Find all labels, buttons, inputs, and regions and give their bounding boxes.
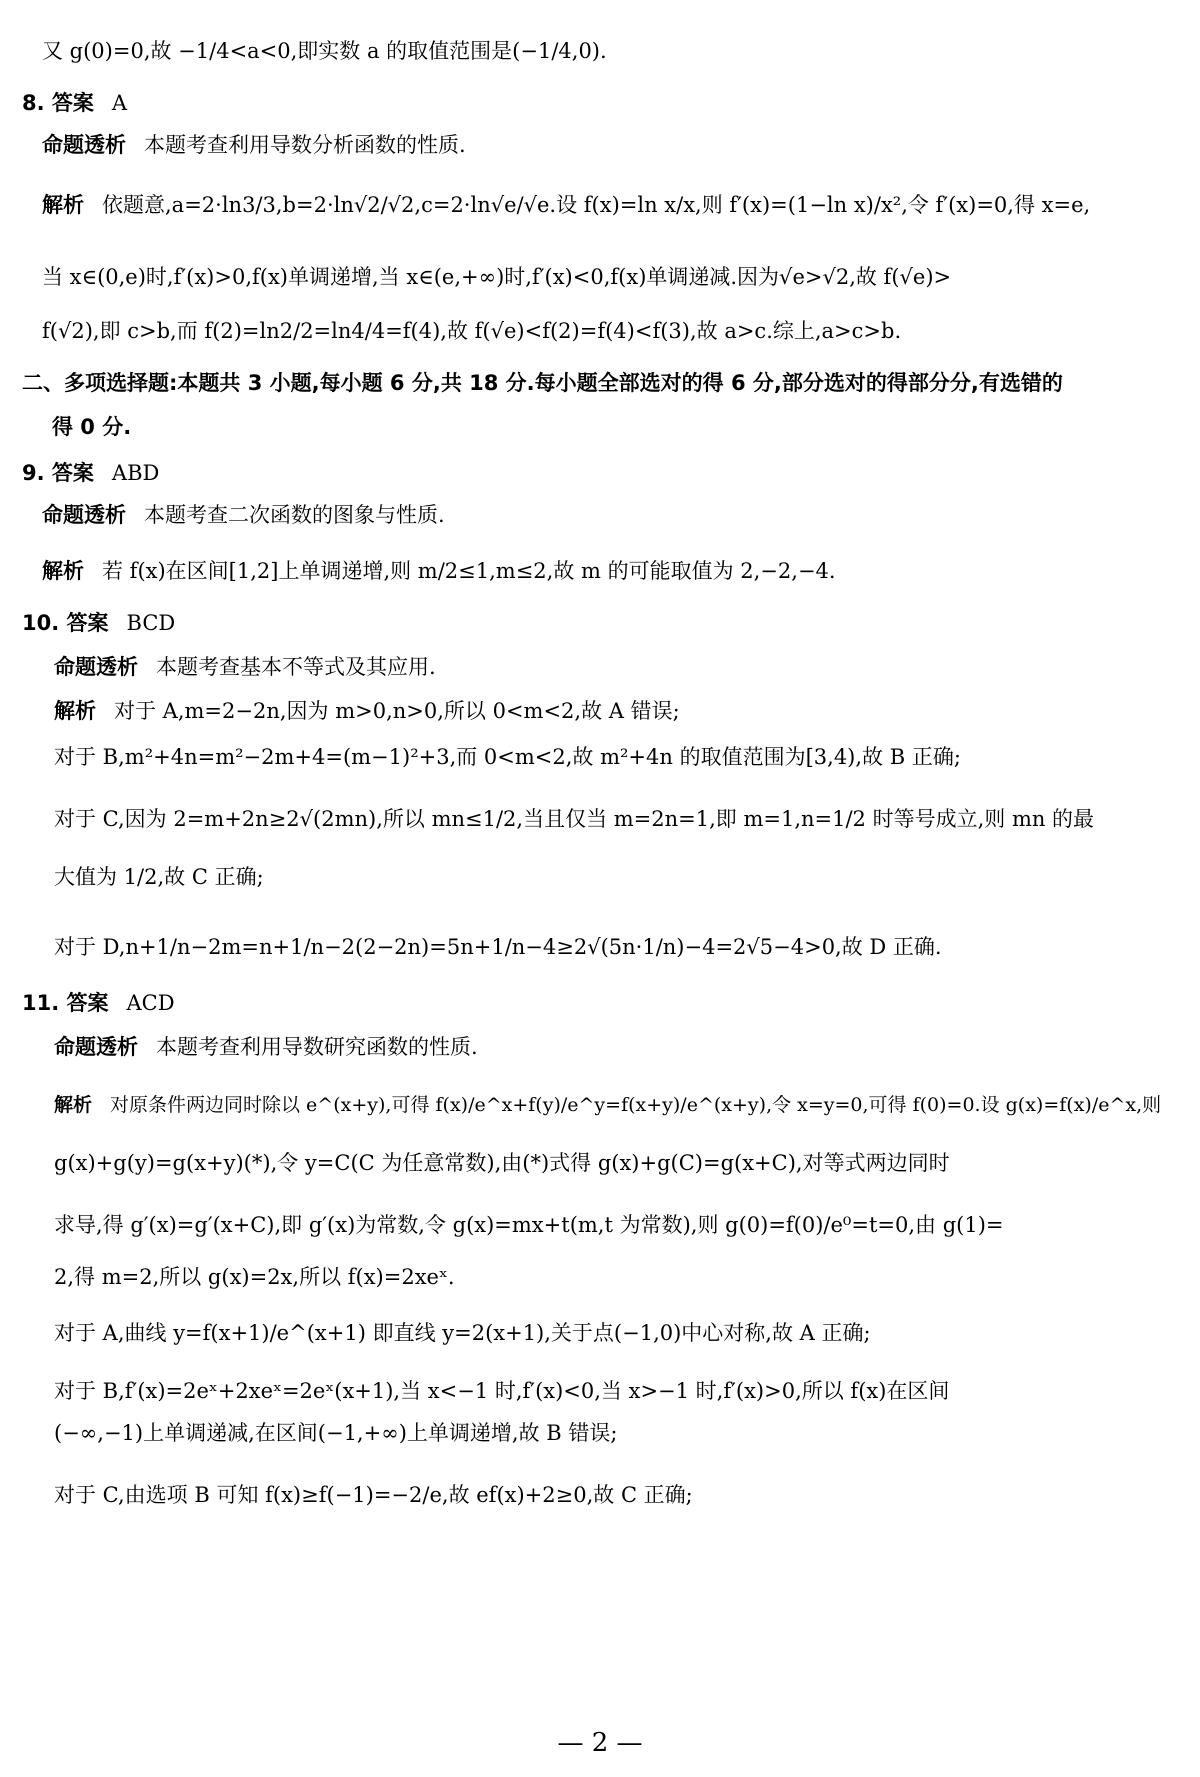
section-2-heading: 二、多项选择题:本题共 3 小题,每小题 6 分,共 18 分.每小题全部选对的得 6 分,部分选对的得部分分,有选错的	[22, 371, 1063, 395]
q10-solution-c-cont: 大值为 1/2,故 C 正确;	[54, 865, 264, 889]
q8-solution-2: 当 x∈(0,e)时,f′(x)>0,f(x)单调递增,当 x∈(e,+∞)时,f′(x)<0,f(x)单调递减.因为√e>√2,故 f(√e)>	[42, 265, 952, 289]
q11-solution-a: 对于 A,曲线 y=f(x+1)/e^(x+1) 即直线 y=2(x+1),关于点(−1,0)中心对称,故 A 正确;	[54, 1321, 871, 1345]
q11-solution-b: 对于 B,f′(x)=2eˣ+2xeˣ=2eˣ(x+1),当 x<−1 时,f′(x)<0,当 x>−1 时,f′(x)>0,所以 f(x)在区间	[54, 1379, 950, 1403]
q11-solution-4: 2,得 m=2,所以 g(x)=2x,所以 f(x)=2xeˣ.	[54, 1265, 455, 1289]
q11-header: 11. 答案 ACD	[22, 991, 175, 1015]
q10-solution-a: 解析 对于 A,m=2−2n,因为 m>0,n>0,所以 0<m<2,故 A 错误;	[54, 699, 680, 723]
page-number: — 2 —	[557, 1728, 643, 1758]
q10-analysis-note: 命题透析 本题考查基本不等式及其应用.	[54, 655, 436, 679]
q11-solution-1: 解析 对原条件两边同时除以 e^(x+y),可得 f(x)/e^x+f(y)/e^y=f(x+y)/e^(x+y),令 x=y=0,可得 f(0)=0.设 g(x)=f(x)/e^x,则	[54, 1094, 1162, 1116]
q9-header: 9. 答案 ABD	[22, 461, 160, 485]
q10-header: 10. 答案 BCD	[22, 611, 176, 635]
q11-solution-c: 对于 C,由选项 B 可知 f(x)≥f(−1)=−2/e,故 ef(x)+2≥0,故 C 正确;	[54, 1483, 693, 1507]
q11-solution-b-cont: (−∞,−1)上单调递减,在区间(−1,+∞)上单调递增,故 B 错误;	[54, 1421, 618, 1445]
q10-solution-b: 对于 B,m²+4n=m²−2m+4=(m−1)²+3,而 0<m<2,故 m²+4n 的取值范围为[3,4),故 B 正确;	[54, 745, 961, 769]
q9-solution: 解析 若 f(x)在区间[1,2]上单调递增,则 m/2≤1,m≤2,故 m 的可能取值为 2,−2,−4.	[42, 559, 836, 583]
q8-solution-1: 解析 依题意,a=2·ln3/3,b=2·ln√2/√2,c=2·ln√e/√e.设 f(x)=ln x/x,则 f′(x)=(1−ln x)/x²,令 f′(x)=0,得 x=e,	[42, 193, 1091, 217]
q8-analysis-note: 命题透析 本题考查利用导数分析函数的性质.	[42, 133, 466, 157]
q11-analysis-note: 命题透析 本题考查利用导数研究函数的性质.	[54, 1035, 478, 1059]
q10-solution-c: 对于 C,因为 2=m+2n≥2√(2mn),所以 mn≤1/2,当且仅当 m=2n=1,即 m=1,n=1/2 时等号成立,则 mn 的最	[54, 807, 1095, 831]
q10-solution-d: 对于 D,n+1/n−2m=n+1/n−2(2−2n)=5n+1/n−4≥2√(5n·1/n)−4=2√5−4>0,故 D 正确.	[54, 935, 942, 959]
q8-solution-3: f(√2),即 c>b,而 f(2)=ln2/2=ln4/4=f(4),故 f(√e)<f(2)=f(4)<f(3),故 a>c.综上,a>c>b.	[42, 319, 902, 343]
section-2-heading-cont: 得 0 分.	[52, 415, 132, 439]
text-line-range: 又 g(0)=0,故 −1/4<a<0,即实数 a 的取值范围是(−1/4,0).	[42, 39, 607, 63]
q11-solution-3: 求导,得 g′(x)=g′(x+C),即 g′(x)为常数,令 g(x)=mx+t(m,t 为常数),则 g(0)=f(0)/e⁰=t=0,由 g(1)=	[54, 1213, 1004, 1237]
q11-solution-2: g(x)+g(y)=g(x+y)(*),令 y=C(C 为任意常数),由(*)式得 g(x)+g(C)=g(x+C),对等式两边同时	[54, 1151, 950, 1175]
q9-analysis-note: 命题透析 本题考查二次函数的图象与性质.	[42, 503, 445, 527]
q8-header: 8. 答案 A	[22, 91, 128, 115]
